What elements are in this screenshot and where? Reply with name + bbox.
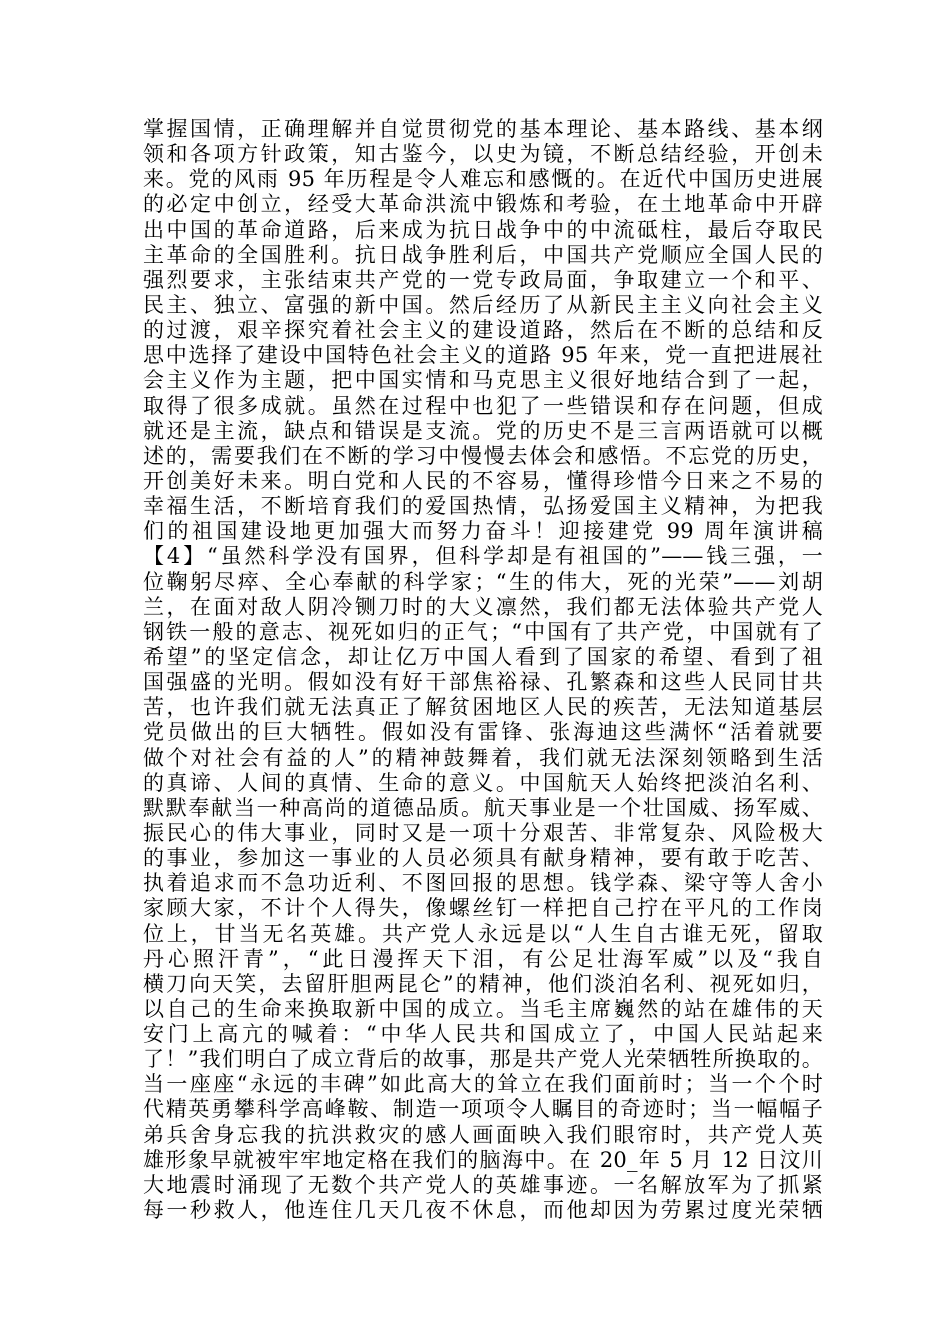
text-line: 就还是主流，缺点和错误是支流。党的历史不是三言两语就可以概 (143, 418, 823, 443)
text-line: 的必定中创立，经受大革命洪流中锻炼和考验，在土地革命中开辟 (143, 192, 823, 217)
text-line: 钢铁一般的意志、视死如归的正气；“中国有了共产党，中国就有了 (143, 619, 823, 644)
text-line: 安门上高亢的喊着：“中华人民共和国成立了，中国人民站起来 (143, 1022, 823, 1047)
text-line: 党员做出的巨大牺牲。假如没有雷锋、张海迪这些满怀“活着就要 (143, 720, 823, 745)
text-line: 丹心照汗青”，“此日漫挥天下泪，有公足壮海军威”以及“我自 (143, 946, 823, 971)
text-line: 苦，也许我们就无法真正了解贫困地区人民的疾苦，无法知道基层 (143, 695, 823, 720)
text-line: 领和各项方针政策，知古鉴今，以史为镜，不断总结经验，开创未 (143, 142, 823, 167)
text-line: 希望”的坚定信念，却让亿万中国人看到了国家的希望、看到了祖 (143, 644, 823, 669)
body-text (143, 117, 823, 1223)
text-line: 的过渡，艰辛探究着社会主义的建设道路，然后在不断的总结和反 (143, 318, 823, 343)
text-line: 兰，在面对敌人阴冷铡刀时的大义凛然，我们都无法体验共产党人 (143, 594, 823, 619)
text-line: 会主义作为主题，把中国实情和马克思主义很好地结合到了一起， (143, 368, 823, 393)
text-line: 了！”我们明白了成立背后的故事，那是共产党人光荣牺牲所换取的。 (143, 1047, 823, 1072)
text-line: 出中国的革命道路，后来成为抗日战争中的中流砥柱，最后夺取民 (143, 217, 823, 242)
text-line: 掌握国情，正确理解并自觉贯彻党的基本理论、基本路线、基本纲 (143, 117, 823, 141)
text-line: 执着追求而不急功近利、不图回报的思想。钱学森、梁守等人舍小 (143, 871, 823, 896)
text-line: 默默奉献当一种高尚的道德品质。航天事业是一个壮国威、扬军威、 (143, 795, 823, 820)
text-line: 当一座座“永远的丰碑”如此高大的耸立在我们面前时；当一个个时 (143, 1072, 823, 1097)
text-line: 大地震时涌现了无数个共产党人的英雄事迹。一名解放军为了抓紧 (143, 1172, 823, 1197)
text-line: 幸福生活，不断培育我们的爱国热情，弘扬爱国主义精神，为把我 (143, 494, 823, 519)
text-line: 做个对社会有益的人”的精神鼓舞着，我们就无法深刻领略到生活 (143, 745, 823, 770)
text-line: 们的祖国建设地更加强大而努力奋斗！迎接建党 99 周年演讲稿 (143, 519, 823, 544)
text-line: 来。党的风雨 95 年历程是令人难忘和感慨的。在近代中国历史进展 (143, 167, 823, 192)
text-line: 雄形象早就被牢牢地定格在我们的脑海中。在 20_年 5 月 12 日汶川 (143, 1147, 823, 1172)
text-line: 的真谛、人间的真情、生命的意义。中国航天人始终把淡泊名利、 (143, 770, 823, 795)
text-line: 以自己的生命来换取新中国的成立。当毛主席巍然的站在雄伟的天 (143, 996, 823, 1021)
text-line: 位上，甘当无名英雄。共产党人永远是以“人生自古谁无死，留取 (143, 921, 823, 946)
text-line: 横刀向天笑，去留肝胆两昆仑”的精神，他们淡泊名利、视死如归， (143, 971, 823, 996)
text-line: 【4】“虽然科学没有国界，但科学却是有祖国的”——钱三强，一 (143, 544, 823, 569)
text-line: 位鞠躬尽瘁、全心奉献的科学家；“生的伟大，死的光荣”——刘胡 (143, 569, 823, 594)
text-line: 国强盛的光明。假如没有好干部焦裕禄、孔繁森和这些人民同甘共 (143, 670, 823, 695)
text-line: 弟兵舍身忘我的抗洪救灾的感人画面映入我们眼帘时，共产党人英 (143, 1122, 823, 1147)
text-line: 家顾大家，不计个人得失，像螺丝钉一样把自己拧在平凡的工作岗 (143, 896, 823, 921)
text-line: 代精英勇攀科学高峰鞍、制造一项项令人瞩目的奇迹时；当一幅幅子 (143, 1097, 823, 1122)
text-line: 主革命的全国胜利。抗日战争胜利后，中国共产党顺应全国人民的 (143, 242, 823, 267)
text-line: 每一秒救人，他连住几天几夜不休息，而他却因为劳累过度光荣牺 (143, 1198, 823, 1223)
text-line: 述的，需要我们在不断的学习中慢慢去体会和感悟。不忘党的历史， (143, 443, 823, 468)
text-line: 强烈要求，主张结束共产党的一党专政局面，争取建立一个和平、 (143, 267, 823, 292)
text-line: 取得了很多成就。虽然在过程中也犯了一些错误和存在问题，但成 (143, 393, 823, 418)
text-line: 思中选择了建设中国特色社会主义的道路 95 年来，党一直把进展社 (143, 343, 823, 368)
text-line: 振民心的伟大事业，同时又是一项十分艰苦、非常复杂、风险极大 (143, 820, 823, 845)
text-line: 民主、独立、富强的新中国。然后经历了从新民主主义向社会主义 (143, 292, 823, 317)
text-line: 开创美好未来。明白党和人民的不容易，懂得珍惜今日来之不易的 (143, 468, 823, 493)
text-line: 的事业，参加这一事业的人员必须具有献身精神，要有敢于吃苦、 (143, 846, 823, 871)
